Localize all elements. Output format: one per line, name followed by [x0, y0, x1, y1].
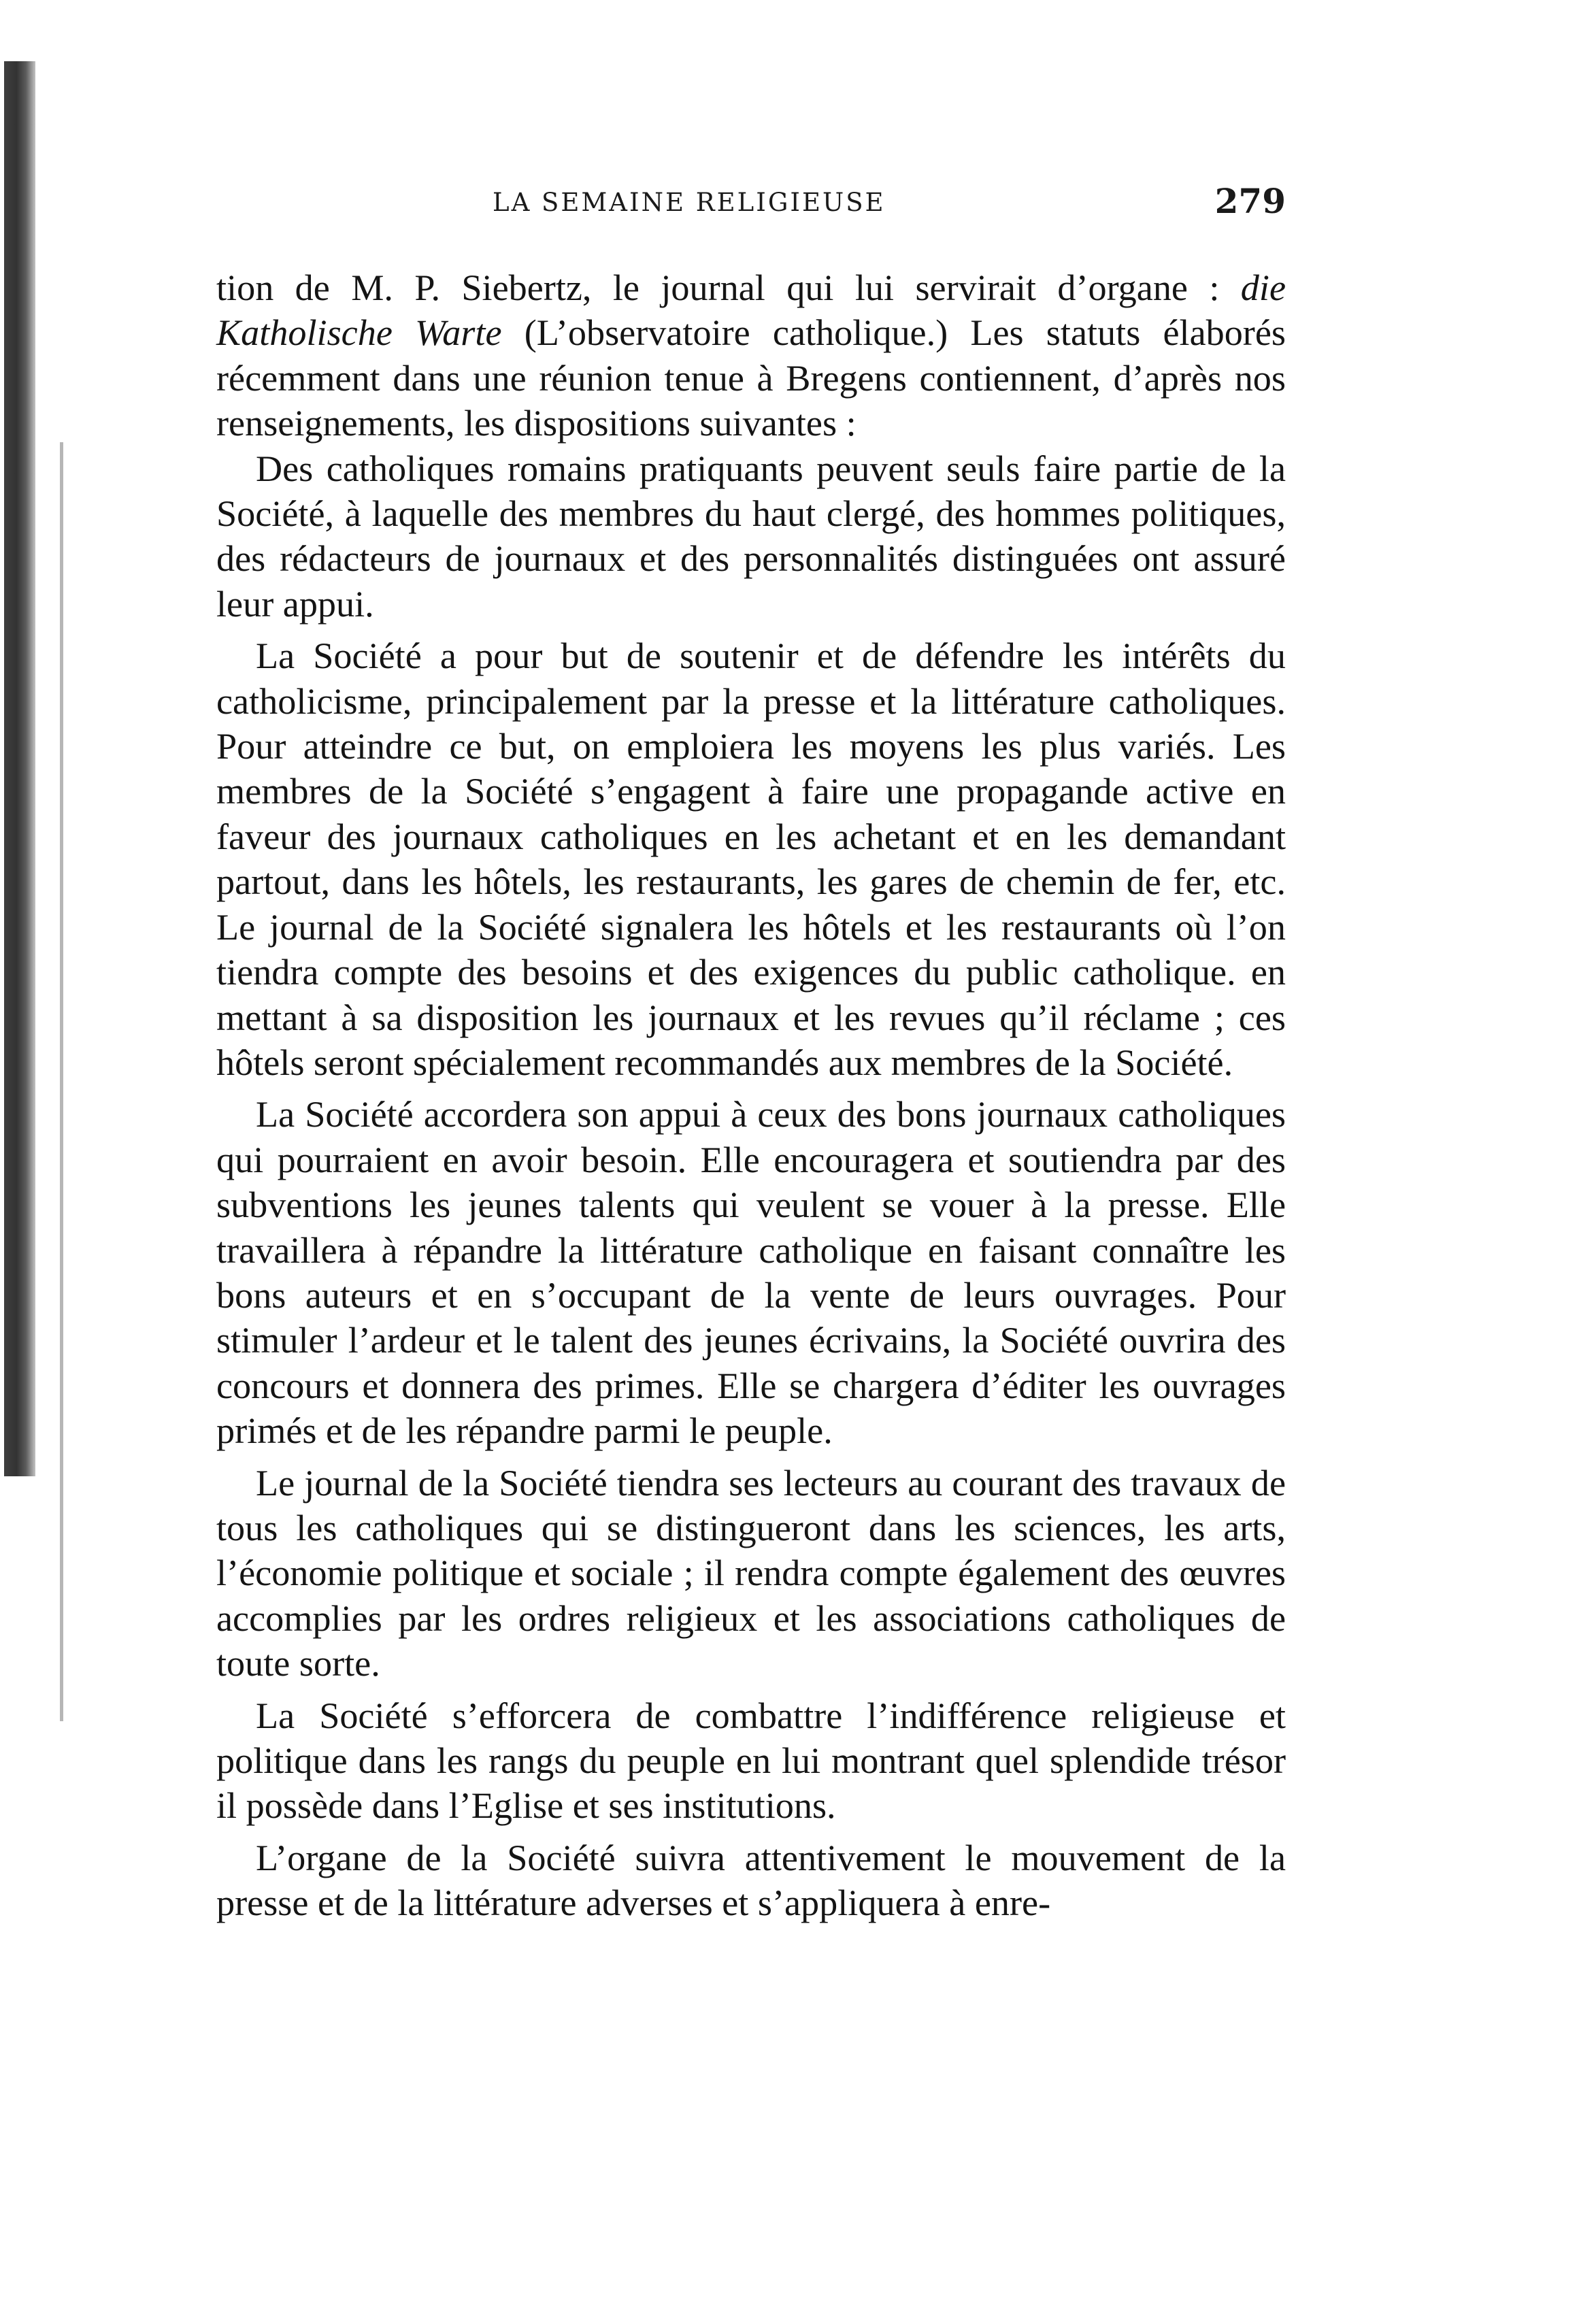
paragraph-7: L’organe de la Société suivra attentivement le mouvement de la presse et de la littérature adverses et s’appliquera à enre-: [216, 1837, 1286, 1924]
paragraph-3: La Société a pour but de soutenir et de défendre les intérêts du catholicisme, principalement par la presse et la littérature catholiques. Pour atteindre ce but, on emploiera les moyens les plus variés. Les membres de la Société s’engagent à faire une propagande active en faveur des journaux catholiques en les achetant et en les demandant partout, dans les hôtels, les restaurants, les gares de chemin de fer, etc. Le journal de la Société signalera les hôtels et les restaurants où l’on tiendra compte des besoins et des exigences du public catholique. en mettant à sa disposition les journaux et les revues qu’il réclame ; ces hôtels seront spécialement recommandés aux membres de la Société.: [216, 635, 1286, 1083]
page-header: [216, 181, 1286, 231]
running-title: LA SEMAINE RELIGIEUSE: [493, 188, 886, 217]
paragraph-5: Le journal de la Société tiendra ses lecteurs au courant des travaux de tous les catholiques qui se distingueront dans les sciences, les arts, l’économie politique et sociale ; il rendra compte également des œuvres accomplies par les ordres religieux et les associations catholiques de toute sorte.: [216, 1462, 1286, 1684]
paragraph-1-end: (L’observatoire catholique.) Les statuts élaborés récemment dans une réunion tenue à Bregens contiennent, d’après nos renseignements, les dispositions suivantes :: [216, 312, 1286, 444]
paragraph-2: Des catholiques romains pratiquants peuvent seuls faire partie de la Société, à laquelle des membres du haut clergé, des hommes politiques, des rédacteurs de journaux et des personnalités distinguées ont assuré leur appui.: [216, 448, 1286, 625]
scan-margin-line: [60, 442, 63, 1721]
page-number: 279: [1214, 181, 1286, 221]
scan-binding-edge: [4, 61, 35, 1476]
paragraph-1: [216, 265, 1286, 446]
journal-title-italic: die Katholische Warte: [216, 267, 1286, 354]
page-body: [216, 265, 1286, 1926]
paragraph-6: La Société s’efforcera de combattre l’indifférence religieuse et politique dans les rangs du peuple en lui montrant quel splendide trésor il possède dans l’Eglise et ses institutions.: [216, 1695, 1286, 1827]
paragraph-4: La Société accordera son appui à ceux des bons journaux catholiques qui pourraient en avoir besoin. Elle encouragera et soutiendra par des subventions les jeunes talents qui veulent se vouer à la presse. Elle travaillera à répandre la littérature catholique en faisant connaître les bons auteurs et en s’occupant de la vente de leurs ouvrages. Pour stimuler l’ardeur et le talent des jeunes écrivains, la Société ouvrira des concours et donnera des primes. Elle se chargera d’éditer les ouvrages primés et de les répandre parmi le peuple.: [216, 1094, 1286, 1452]
paragraph-1-start: tion de M. P. Siebertz, le journal qui lui servirait d’organe :: [216, 267, 1241, 308]
